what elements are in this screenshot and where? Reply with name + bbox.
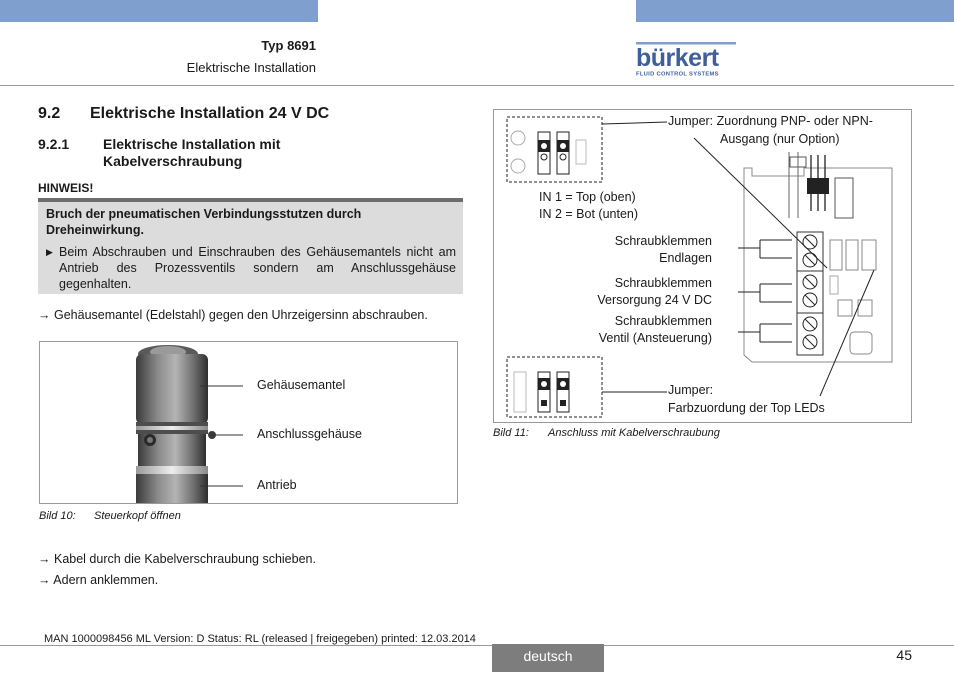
note-label: HINWEIS!	[38, 181, 94, 195]
section-heading	[38, 105, 329, 123]
svg-text:bürkert: bürkert	[636, 44, 719, 72]
label-jumper-led-line2: Farbzuordung der Top LEDs	[668, 401, 825, 415]
step-text: Gehäusemantel (Edelstahl) gegen den Uhrzeigersinn abschrauben.	[53, 308, 428, 322]
chapter-title: Elektrische Installation	[186, 60, 316, 75]
label-terminals-endpos	[554, 233, 712, 267]
label-jumper-pnp-line2: Ausgang (nur Option)	[720, 132, 840, 146]
arrow-icon: →	[38, 573, 51, 587]
label-drive: Antrieb	[257, 478, 297, 492]
step-1	[38, 308, 428, 322]
figure-11-caption	[493, 427, 720, 439]
figure-10-caption	[39, 510, 181, 522]
label-line: Schraubklemmen	[614, 276, 712, 290]
label-jumper-pnp-line1: Jumper: Zuordnung PNP- oder NPN-	[668, 114, 873, 128]
step-text: Kabel durch die Kabelverschraubung schieben.	[53, 552, 316, 566]
step-text: Adern anklemmen.	[53, 573, 159, 587]
label-terminals-supply	[554, 275, 712, 309]
burkert-logo	[636, 42, 736, 78]
subsection-number: 9.2.1	[38, 136, 70, 152]
section-number: 9.2	[38, 105, 61, 122]
label-in2: IN 2 = Bot (unten)	[539, 207, 639, 221]
step-3	[38, 573, 158, 587]
label-housing: Gehäusemantel	[257, 378, 346, 392]
note-bullet	[46, 244, 456, 292]
caption-number: Bild 11:	[493, 427, 529, 439]
label-line: Ventil (Ansteuerung)	[598, 331, 712, 345]
arrow-icon: →	[38, 552, 51, 566]
note-title: Bruch der pneumatischen Verbindungsstutzen durch Dreheinwirkung.	[46, 207, 362, 237]
caption-text: Steuerkopf öffnen	[94, 510, 181, 522]
header-rule	[0, 85, 954, 86]
caption-number: Bild 10:	[39, 510, 76, 522]
label-connection-housing: Anschlussgehäuse	[257, 427, 362, 441]
figure-11-frame	[493, 109, 912, 423]
caption-text: Anschluss mit Kabelverschraubung	[548, 427, 720, 439]
subsection-title: Elektrische Installation mit Kabelverschraubung	[103, 136, 281, 169]
svg-text:FLUID CONTROL SYSTEMS: FLUID CONTROL SYSTEMS	[636, 71, 719, 78]
language-tab: deutsch	[492, 644, 604, 672]
note-bullet-text: Beim Abschrauben und Einschrauben des Gehäusemantels nicht am Antrieb des Prozessventils sondern am Anschlussgehäuse gegenhalten.	[59, 245, 456, 291]
step-2	[38, 552, 316, 566]
bullet-triangle-icon: ▶	[46, 247, 53, 257]
document-meta: MAN 1000098456 ML Version: D Status: RL (released | freigegeben) printed: 12.03.2014	[44, 633, 476, 645]
label-terminals-valve	[554, 313, 712, 347]
subsection-heading	[38, 136, 363, 170]
label-line: Schraubklemmen	[614, 234, 712, 248]
label-line: Schraubklemmen	[614, 314, 712, 328]
label-in1: IN 1 = Top (oben)	[539, 190, 636, 204]
figure-10-frame	[39, 341, 458, 504]
footer-rule	[0, 645, 954, 646]
header-bar-left	[0, 0, 318, 22]
label-line: Versorgung 24 V DC	[597, 293, 712, 307]
header-bar-right	[636, 0, 954, 22]
product-type: Typ 8691	[261, 38, 316, 53]
page-number: 45	[896, 647, 912, 663]
arrow-icon: →	[38, 308, 51, 322]
label-jumper-led-line1: Jumper:	[668, 383, 714, 397]
section-title: Elektrische Installation 24 V DC	[90, 105, 330, 122]
control-head-illustration	[40, 342, 457, 503]
label-line: Endlagen	[659, 251, 712, 265]
